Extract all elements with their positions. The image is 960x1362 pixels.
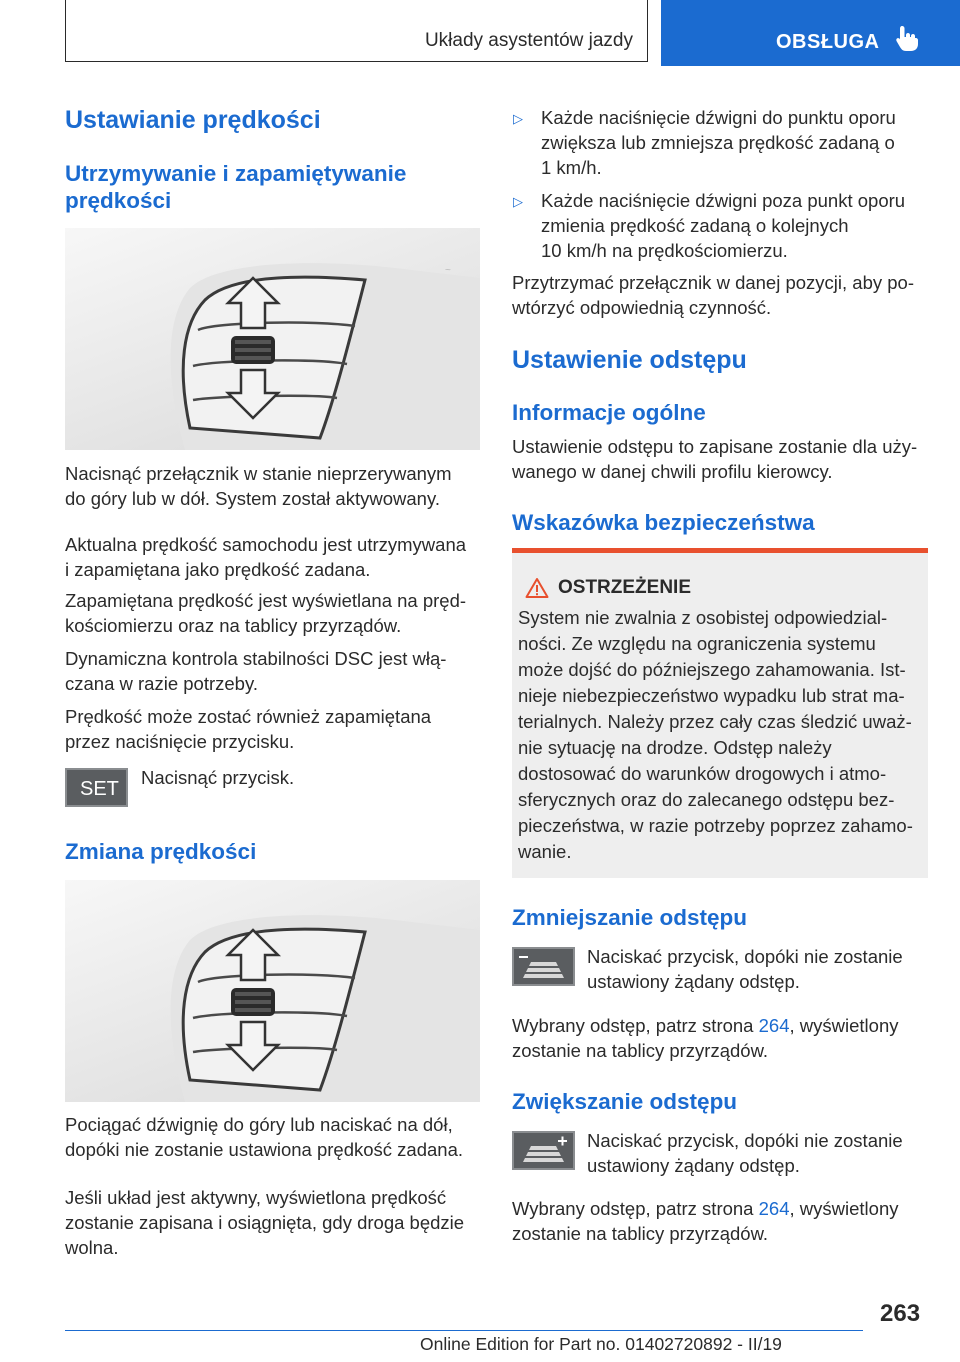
warning-line: System nie zwalnia z osobistej odpowiedzial‐: [518, 607, 888, 628]
set-button-icon: [65, 768, 128, 807]
text-system-active-l3: wolna.: [65, 1237, 119, 1258]
steering-wheel-illustration: [65, 228, 480, 450]
page-link-264[interactable]: 264: [758, 1015, 790, 1036]
ref-text: Wybrany odstęp, patrz strona: [512, 1015, 759, 1036]
heading-keep-speed-l2: prędkości: [65, 188, 172, 213]
text-press-switch-l1: Nacisnąć przełącznik w stanie nieprzerywanym: [65, 463, 452, 484]
tab-label: OBSŁUGA: [776, 31, 880, 53]
text-press-switch-l2: do góry lub w dół. System został aktywowany.: [65, 488, 440, 509]
set-label: SET: [80, 778, 119, 800]
heading-general-info: Informacje ogólne: [512, 400, 706, 425]
distance-increase-icon: [512, 1131, 575, 1170]
footer-edition: Online Edition for Part no. 01402720892 - II/19: [420, 1334, 782, 1354]
footer-divider: [65, 1330, 863, 1331]
warning-line: ności. Ze względu na ograniczenia systemu: [518, 633, 876, 654]
text-decrease-l1: Naciskać przycisk, dopóki nie zostanie: [587, 946, 903, 967]
bullet-triangle-icon: ▷: [513, 194, 523, 209]
warning-line: pieczeństwa, w razie potrzeby poprzez zahamo‐: [518, 815, 913, 836]
steering-wheel-switch-image: [65, 228, 480, 450]
text-distance-stored-l1: Ustawienie odstępu to zapisane zostanie dla uży‐: [512, 436, 918, 457]
svg-text:~: ~: [445, 265, 451, 276]
distance-decrease-icon: [512, 947, 575, 986]
text-button-store-l1: Prędkość może zostać również zapamiętana: [65, 706, 432, 727]
bullet-2-l3: 10 km/h na prędkościomierzu.: [541, 240, 788, 261]
ref-text: , wyświetlony: [789, 1198, 899, 1219]
page-link-264[interactable]: 264: [758, 1198, 790, 1219]
text-system-active-l1: Jeśli układ jest aktywny, wyświetlona prędkość: [65, 1187, 447, 1208]
distance-bars-plus-icon: [514, 1133, 573, 1168]
warning-line: sferycznych oraz do zalecanego odstępu bez‐: [518, 789, 895, 810]
text-increase-ref-l1: [512, 1196, 898, 1221]
text-hold-switch-l1: Przytrzymać przełącznik w danej pozycji, aby po‐: [512, 272, 915, 293]
text-stored-speed-l1: Zapamiętana prędkość jest wyświetlana na pręd‐: [65, 590, 467, 611]
page-number: 263: [880, 1300, 921, 1327]
bullet-2-l1: Każde naciśnięcie dźwigni poza punkt oporu: [541, 190, 906, 211]
steering-wheel-lever-image: [65, 880, 480, 1102]
warning-line: terialnych. Należy przez cały czas śledzić uważ‐: [518, 711, 912, 732]
bullet-1-l3: 1 km/h.: [541, 157, 602, 178]
text-pull-lever-l1: Pociągać dźwignię do góry lub naciskać na dół,: [65, 1114, 453, 1135]
text-decrease-l2: ustawiony żądany odstęp.: [587, 971, 800, 992]
text-increase-l1: Naciskać przycisk, dopóki nie zostanie: [587, 1130, 903, 1151]
text-dsc-l2: czana w razie potrzeby.: [65, 673, 258, 694]
ref-text: Wybrany odstęp, patrz strona: [512, 1198, 759, 1219]
heading-distance-setting: Ustawienie odstępu: [512, 346, 747, 374]
text-increase-ref-l2: zostanie na tablicy przyrządów.: [512, 1223, 769, 1244]
bullet-1-l1: Każde naciśnięcie dźwigni do punktu oporu: [541, 107, 896, 128]
bullet-triangle-icon: ▷: [513, 111, 523, 126]
ref-text: , wyświetlony: [789, 1015, 899, 1036]
header-tab-obsluga[interactable]: [661, 0, 960, 66]
text-distance-stored-l2: wanego w danej chwili profilu kierowcy.: [512, 461, 833, 482]
text-dsc-l1: Dynamiczna kontrola stabilności DSC jest włą‐: [65, 648, 447, 669]
text-pull-lever-l2: dopóki nie zostanie ustawiona prędkość zadana.: [65, 1139, 464, 1160]
bullet-2-l2: zmienia prędkość zadaną o kolejnych: [541, 215, 849, 236]
hand-pointer-icon: [894, 24, 920, 52]
text-current-speed-l2: i zapamiętana jako prędkość zadana.: [65, 559, 371, 580]
section-title: Układy asystentów jazdy: [424, 30, 633, 51]
bullet-1-l2: zwiększa lub zmniejsza prędkość zadaną o: [541, 132, 895, 153]
heading-keep-speed-l1: Utrzymywanie i zapamiętywanie: [65, 161, 407, 186]
text-system-active-l2: zostanie zapisana i osiągnięta, gdy droga będzie: [65, 1212, 465, 1233]
warning-line: dostosować do warunków drogowych i atmo‐: [518, 763, 887, 784]
text-button-store-l2: przez naciśnięcie przycisku.: [65, 731, 295, 752]
heading-decrease-distance: Zmniejszanie odstępu: [512, 905, 748, 930]
warning-title: OSTRZEŻENIE: [558, 577, 692, 598]
warning-line: wanie.: [518, 841, 572, 862]
heading-safety-note: Wskazówka bezpieczeństwa: [512, 510, 815, 535]
text-decrease-ref-l2: zostanie na tablicy przyrządów.: [512, 1040, 769, 1061]
heading-speed-setting: Ustawianie prędkości: [65, 106, 321, 134]
warning-line: nieje niebezpieczeństwo wypadku lub strat ma‐: [518, 685, 905, 706]
warning-line: nie sytuację na drodze. Odstęp należy: [518, 737, 832, 758]
warning-box: [512, 548, 928, 878]
text-press-button: Nacisnąć przycisk.: [141, 767, 295, 788]
text-hold-switch-l2: wtórzyć odpowiednią czynność.: [512, 297, 772, 318]
heading-change-speed: Zmiana prędkości: [65, 839, 257, 864]
warning-text: [518, 605, 913, 865]
header-section-title: [65, 0, 648, 62]
steering-wheel-illustration-2: [65, 880, 480, 1102]
distance-bars-minus-icon: [514, 949, 573, 984]
text-decrease-ref-l1: [512, 1013, 898, 1038]
text-stored-speed-l2: kościomierzu oraz na tablicy przyrządów.: [65, 615, 402, 636]
warning-triangle-icon: [525, 577, 549, 599]
text-current-speed-l1: Aktualna prędkość samochodu jest utrzymywana: [65, 534, 467, 555]
heading-increase-distance: Zwiększanie odstępu: [512, 1089, 738, 1114]
text-increase-l2: ustawiony żądany odstęp.: [587, 1155, 800, 1176]
warning-line: może dojść do późniejszego zahamowania. Ist‐: [518, 659, 906, 680]
